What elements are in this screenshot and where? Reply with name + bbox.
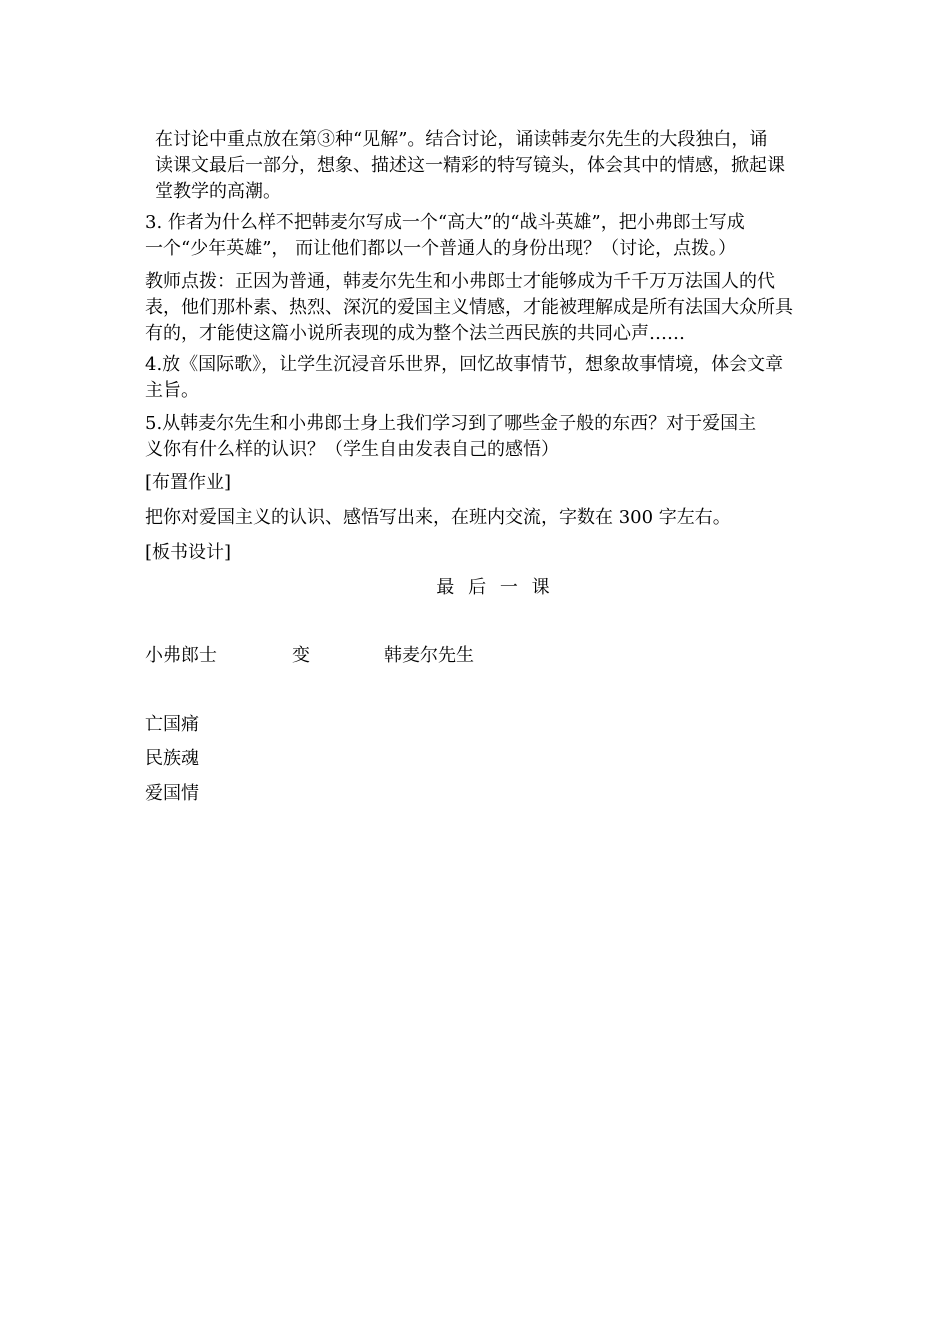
board-theme-2: 民族魂 [145,748,199,769]
teacher-note [145,269,810,347]
board-theme-1: 亡国痛 [145,714,199,735]
activity-4 [145,352,810,404]
board-middle-word: 变 [292,645,310,666]
question-5 [145,411,810,463]
text-line: 5.从韩麦尔先生和小弗郎士身上我们学习到了哪些金子般的东西？对于爱国主 [145,413,757,434]
text-line: 堂教学的高潮。 [155,181,281,202]
text-line: 表，他们那朴素、热烈、深沉的爱国主义情感，才能被理解成是所有法国大众所具 [145,297,793,318]
text-line: 主旨。 [145,380,199,401]
text-line: 4.放《国际歌》，让学生沉浸音乐世界，回忆故事情节，想象故事情境，体会文章 [145,354,784,375]
text-line: 3. 作者为什么样不把韩麦尔写成一个“高大”的“战斗英雄”，把小弗郎士写成 [145,212,745,233]
intro-paragraph [155,127,810,205]
board-left-name: 小弗郎士 [145,645,217,666]
board-title: 最 后 一 课 [436,577,554,598]
text-line: 有的，才能使这篇小说所表现的成为整个法兰西民族的共同心声…… [145,323,685,344]
homework-heading: [布置作业] [145,472,232,493]
homework-text: 把你对爱国主义的认识、感悟写出来，在班内交流，字数在 300 字左右。 [145,507,731,528]
question-3 [145,210,810,262]
text-line: 教师点拨：正因为普通，韩麦尔先生和小弗郎士才能够成为千千万万法国人的代 [145,271,775,292]
text-line: 一个“少年英雄”， 而让他们都以一个普通人的身份出现？（讨论，点拨。） [145,238,737,259]
board-theme-3: 爱国情 [145,783,199,804]
board-right-name: 韩麦尔先生 [384,645,474,666]
text-line: 读课文最后一部分，想象、描述这一精彩的特写镜头，体会其中的情感，掀起课 [155,155,785,176]
text-line: 在讨论中重点放在第③种“见解”。结合讨论，诵读韩麦尔先生的大段独白，诵 [155,129,768,150]
board-design-heading: [板书设计] [145,542,232,563]
text-line: 义你有什么样的认识？（学生自由发表自己的感悟） [145,439,559,460]
